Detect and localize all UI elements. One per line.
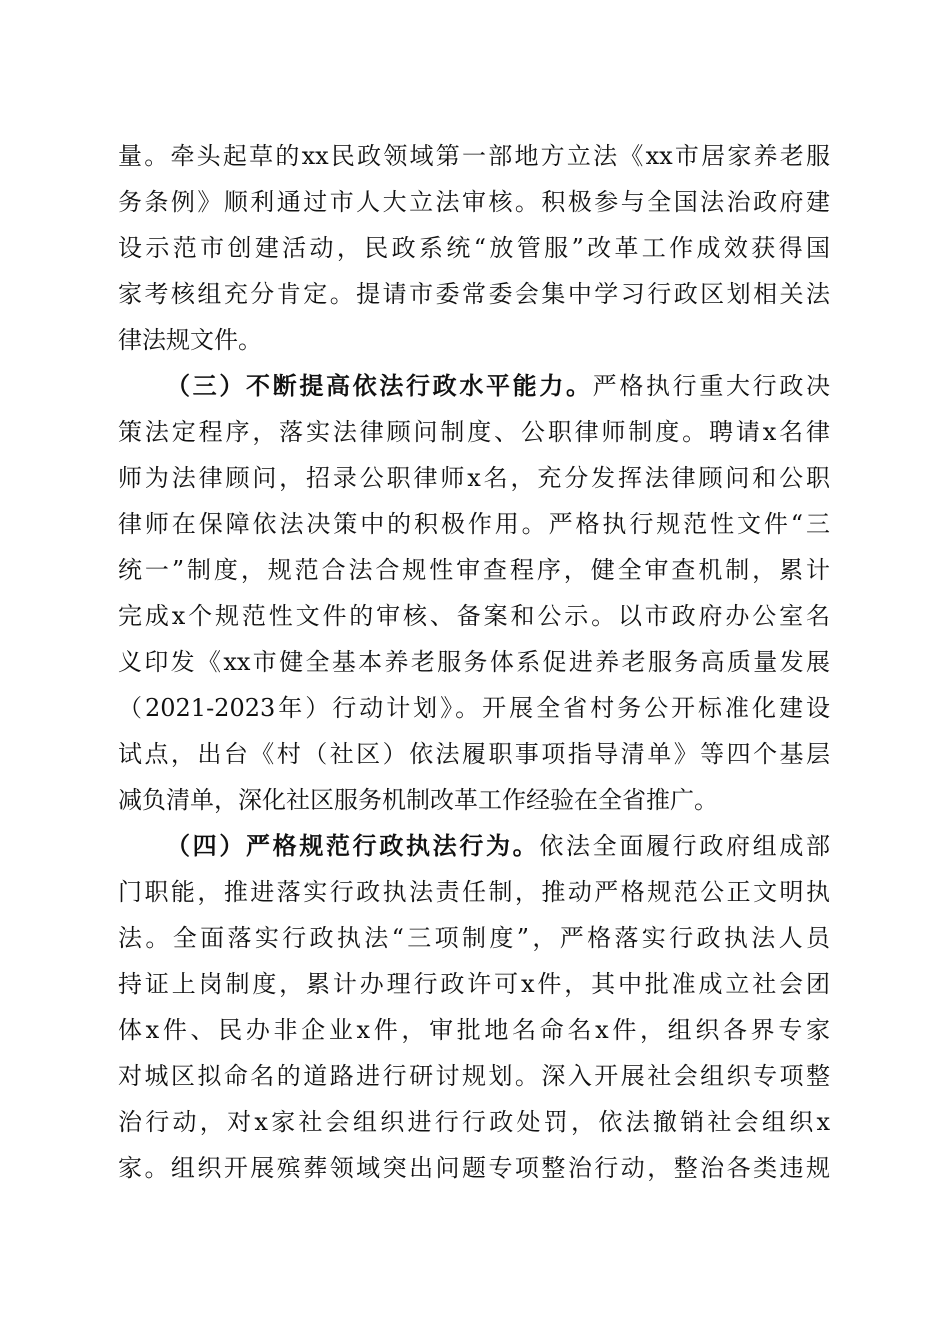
section-four-first-line xyxy=(118,823,830,869)
text-line: 师为法律顾问，招录公职律师x名，充分发挥法律顾问和公职 xyxy=(118,464,830,492)
text-line: 量。牵头起草的xx民政领域第一部地方立法《xx市居家养老服 xyxy=(118,142,830,170)
text-line: 统一”制度，规范合法合规性审查程序，健全审查机制，累计 xyxy=(118,556,830,584)
text-line: 务条例》顺利通过市人大立法审核。积极参与全国法治政府建 xyxy=(118,188,830,216)
text-line: 策法定程序，落实法律顾问制度、公职律师制度。聘请x名律 xyxy=(118,418,830,446)
text-line: 治行动，对x家社会组织进行行政处罚，依法撤销社会组织x xyxy=(118,1108,830,1136)
text-run: 严格执行重大行政决 xyxy=(592,372,830,400)
text-line: 设示范市创建活动，民政系统“放管服”改革工作成效获得国 xyxy=(118,234,830,262)
text-line: 对城区拟命名的道路进行研讨规划。深入开展社会组织专项整 xyxy=(118,1062,830,1090)
section-three-first-line xyxy=(118,363,830,409)
text-line: 减负清单，深化社区服务机制改革工作经验在全省推广。 xyxy=(118,786,718,814)
paragraph-legislation xyxy=(118,133,830,363)
text-line: 门职能，推进落实行政执法责任制，推动严格规范公正文明执 xyxy=(118,878,830,906)
text-line: 体x件、民办非企业x件，审批地名命名x件，组织各界专家 xyxy=(118,1016,830,1044)
text-line: 家考核组充分肯定。提请市委常委会集中学习行政区划相关法 xyxy=(118,280,830,308)
text-line: 试点，出台《村（社区）依法履职事项指导清单》等四个基层 xyxy=(118,740,830,768)
text-line: （2021-2023年）行动计划》。开展全省村务公开标准化建设 xyxy=(118,694,830,722)
text-line: 义印发《xx市健全基本养老服务体系促进养老服务高质量发展 xyxy=(118,648,830,676)
document-body xyxy=(118,133,830,1191)
text-line: 完成x个规范性文件的审核、备案和公示。以市政府办公室名 xyxy=(118,602,830,630)
text-line: 律法规文件。 xyxy=(118,326,262,354)
paragraph-section-four xyxy=(118,823,830,1191)
text-line: 家。组织开展殡葬领域突出问题专项整治行动，整治各类违规 xyxy=(118,1154,830,1182)
text-line: 持证上岗制度，累计办理行政许可x件，其中批准成立社会团 xyxy=(118,970,830,998)
text-line: 律师在保障依法决策中的积极作用。严格执行规范性文件“三 xyxy=(118,510,830,538)
text-line: 法。全面落实行政执法“三项制度”，严格落实行政执法人员 xyxy=(118,924,830,952)
section-heading-three: （三）不断提高依法行政水平能力。 xyxy=(166,371,593,400)
paragraph-section-three xyxy=(118,363,830,823)
text-run: 依法全面履行政府组成部 xyxy=(539,832,830,860)
section-heading-four: （四）严格规范行政执法行为。 xyxy=(166,831,540,860)
